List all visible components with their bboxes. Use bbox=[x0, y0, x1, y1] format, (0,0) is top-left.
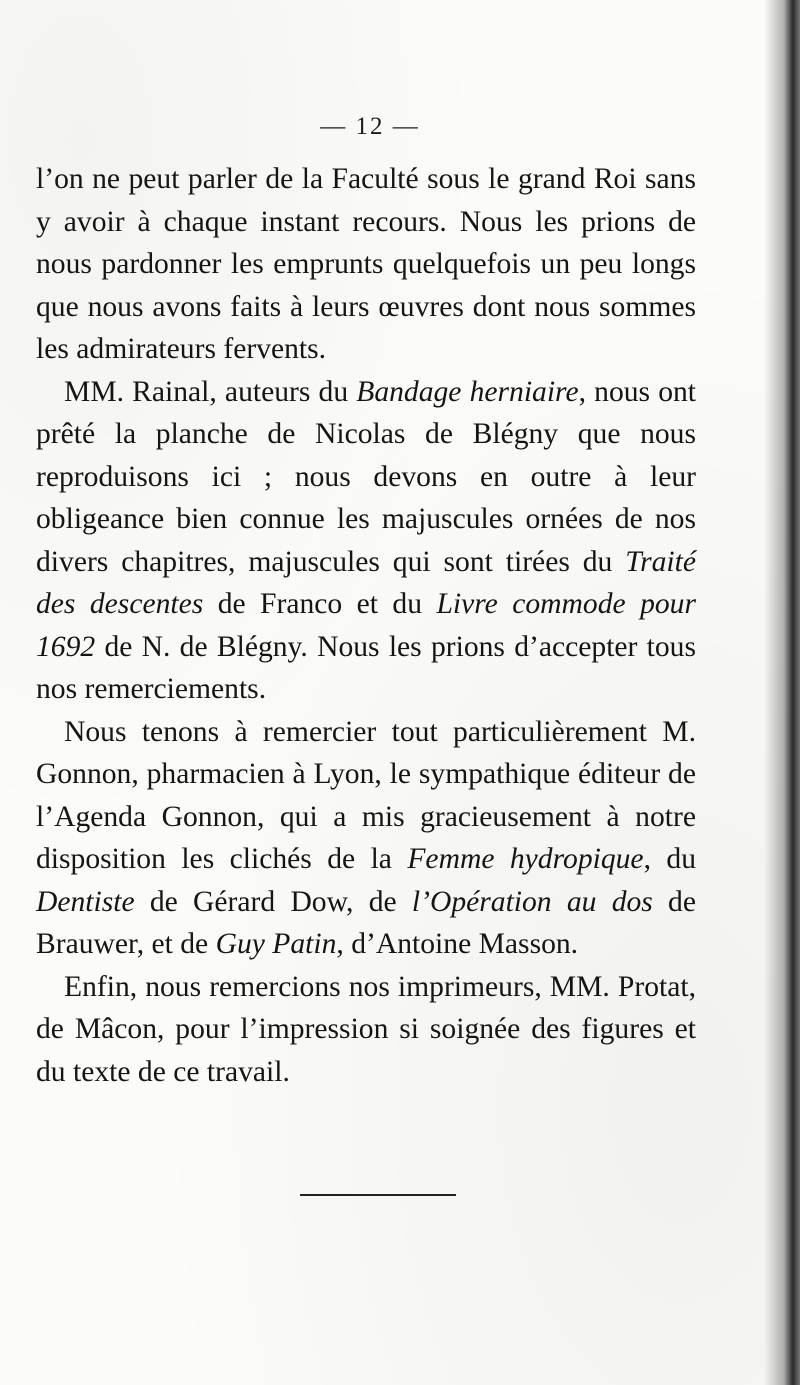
paragraph-2-text: de Franco et du bbox=[203, 588, 437, 620]
paragraph-3-text: de Brauwer, et de bbox=[36, 885, 696, 960]
paragraph-3-text: , du bbox=[643, 843, 696, 875]
title-traite-des-descentes: Traité des descentes bbox=[36, 545, 696, 620]
title-femme-hydropique: Femme hydropique bbox=[407, 843, 644, 875]
paragraph-1: l’on ne peut parler de la Faculté sous le grand Roi sans y avoir à chaque instant recours. Nous les prions de nous pardonner les emprunts quelquefois un peu longs que nous avons faits à leurs œuvres dont nous sommes les admirateurs fervents. bbox=[36, 163, 696, 365]
section-divider-rule bbox=[300, 1194, 456, 1196]
title-operation-au-dos: l’Opération au dos bbox=[411, 885, 653, 918]
title-dentiste: Dentiste bbox=[36, 885, 135, 918]
paragraph-3-text: Nous tenons à remercier tout particulièrement M. Gonnon, pharmacien à Lyon, le sympathique éditeur de l’Agenda Gonnon, qui a mis gracieusement à notre disposition les clichés de la bbox=[36, 715, 696, 875]
paragraph-3-text: de Gérard Dow, de bbox=[134, 885, 412, 918]
title-bandage-herniaire: Bandage herniaire bbox=[356, 375, 579, 408]
paragraph-2 bbox=[36, 371, 696, 711]
paragraph-2-text: MM. Rainal, auteurs du bbox=[64, 375, 357, 408]
paragraph-3 bbox=[36, 711, 696, 966]
page-number: — 12 — bbox=[320, 113, 420, 140]
title-livre-commode: Livre commode pour 1692 bbox=[36, 588, 696, 663]
title-guy-patin: Guy Patin bbox=[215, 928, 337, 960]
paragraph-4: Enfin, nous remercions nos imprimeurs, MM. Protat, de Mâcon, pour l’impression si soignée des figures et du texte de ce travail. bbox=[36, 970, 696, 1088]
page-body-text bbox=[36, 158, 696, 1093]
paragraph-2-text: de N. de Blégny. Nous les prions d’accepter tous nos remerciements. bbox=[36, 630, 696, 705]
page-binding-edge bbox=[764, 0, 800, 1385]
paragraph-2-text: , nous ont prêté la planche de Nicolas de Blégny que nous reproduisons ici ; nous devons en outre à leur obligeance bien connue les majuscules ornées de nos divers chapitres, majuscules qui sont tirées du bbox=[36, 375, 697, 578]
paragraph-3-text: , d’Antoine Masson. bbox=[336, 928, 579, 960]
